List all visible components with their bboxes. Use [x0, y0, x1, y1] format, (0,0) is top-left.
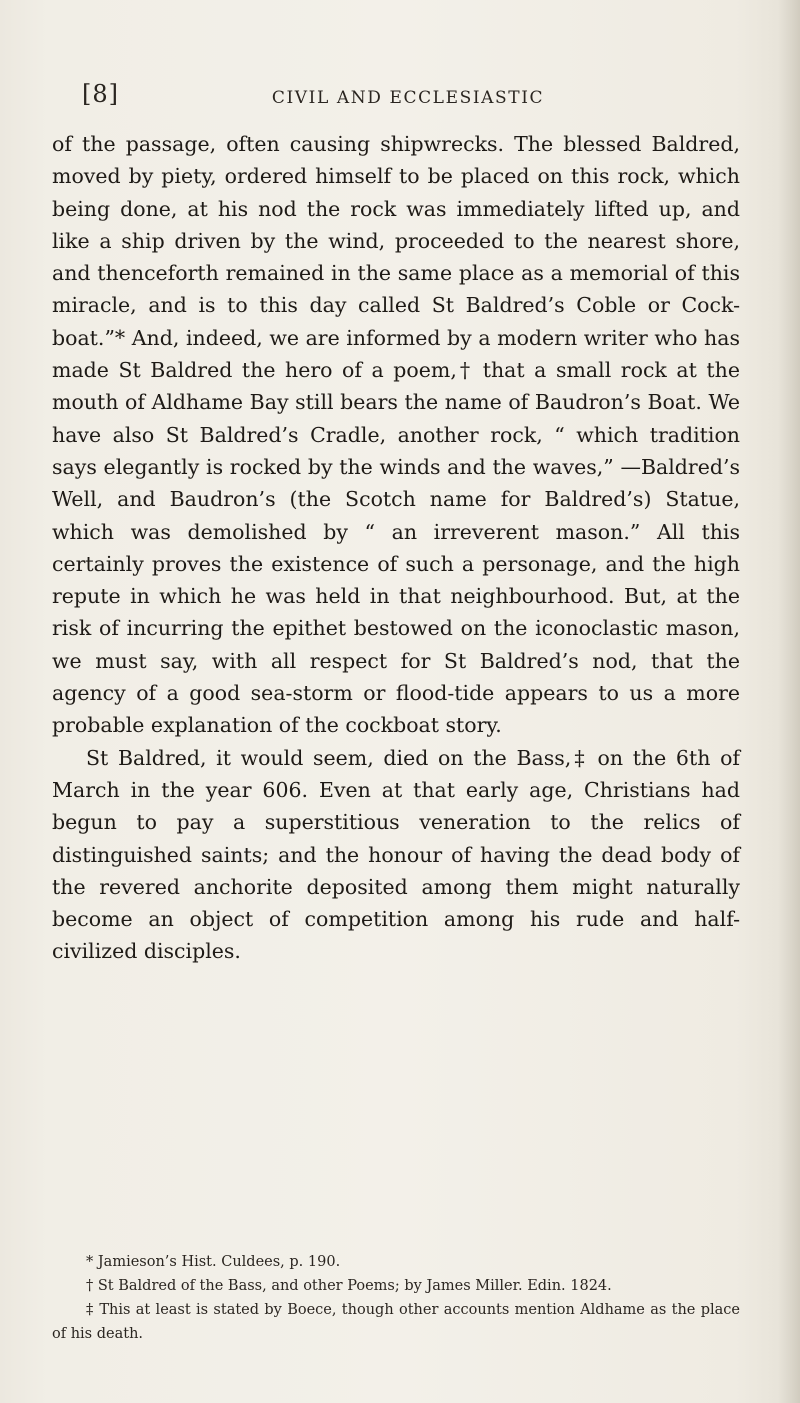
paragraph-2: St Baldred, it would seem, died on the Bass,‡ on the 6th of March in the year 606. Even at that early age, Christians had begun to pay a superstitious veneration to the relics of distinguished saints; and the honour of having the dead body of the revered anchorite deposited among them might naturally become an object of competition among his rude and half-civilized disciples. [52, 745, 740, 964]
footnote-2: † St Baldred of the Bass, and other Poems; by James Miller. Edin. 1824. [86, 1278, 612, 1294]
footnote-3: ‡ This at least is stated by Boece, though other accounts mention Aldhame as the place of his death. [52, 1302, 740, 1342]
paragraph-1: of the passage, often causing shipwrecks. The blessed Baldred, moved by piety, ordered himself to be placed on this rock, which being done, at his nod the rock was immediately lifted up, and like a ship driven by the wind, proceeded to the nearest shore, and thenceforth remained in the same place as a memorial of this miracle, and is to this day called St Baldred’s Coble or Cock-boat.”* And, indeed, we are informed by a modern writer who has made St Baldred the hero of a poem,† that a small rock at the mouth of Aldhame Bay still bears the name of Baudron’s Boat. We have also St Baldred’s Cradle, another rock, “ which tradition says elegantly is rocked by the winds and the waves,” —Baldred’s Well, and Baudron’s (the Scotch name for Baldred’s) Statue, which was demolished by “ an irreverent mason.” All this certainly proves the existence of such a personage, and the high repute in which he was held in that neighbourhood. But, at the risk of incurring the epithet bestowed on the iconoclastic mason, we must say, with all respect for St Baldred’s nod, that the agency of a good sea-storm or flood-tide appears to us a more probable explanation of the cockboat story. [52, 132, 740, 738]
footnote-1: * Jamieson’s Hist. Culdees, p. 190. [86, 1254, 341, 1270]
page-number: [8] [82, 80, 119, 108]
page-edge-shadow [778, 0, 800, 1403]
page-header [82, 80, 734, 116]
running-head: CIVIL AND ECCLESIASTIC [271, 88, 545, 108]
footnotes [52, 1250, 740, 1346]
main-text [52, 128, 740, 968]
